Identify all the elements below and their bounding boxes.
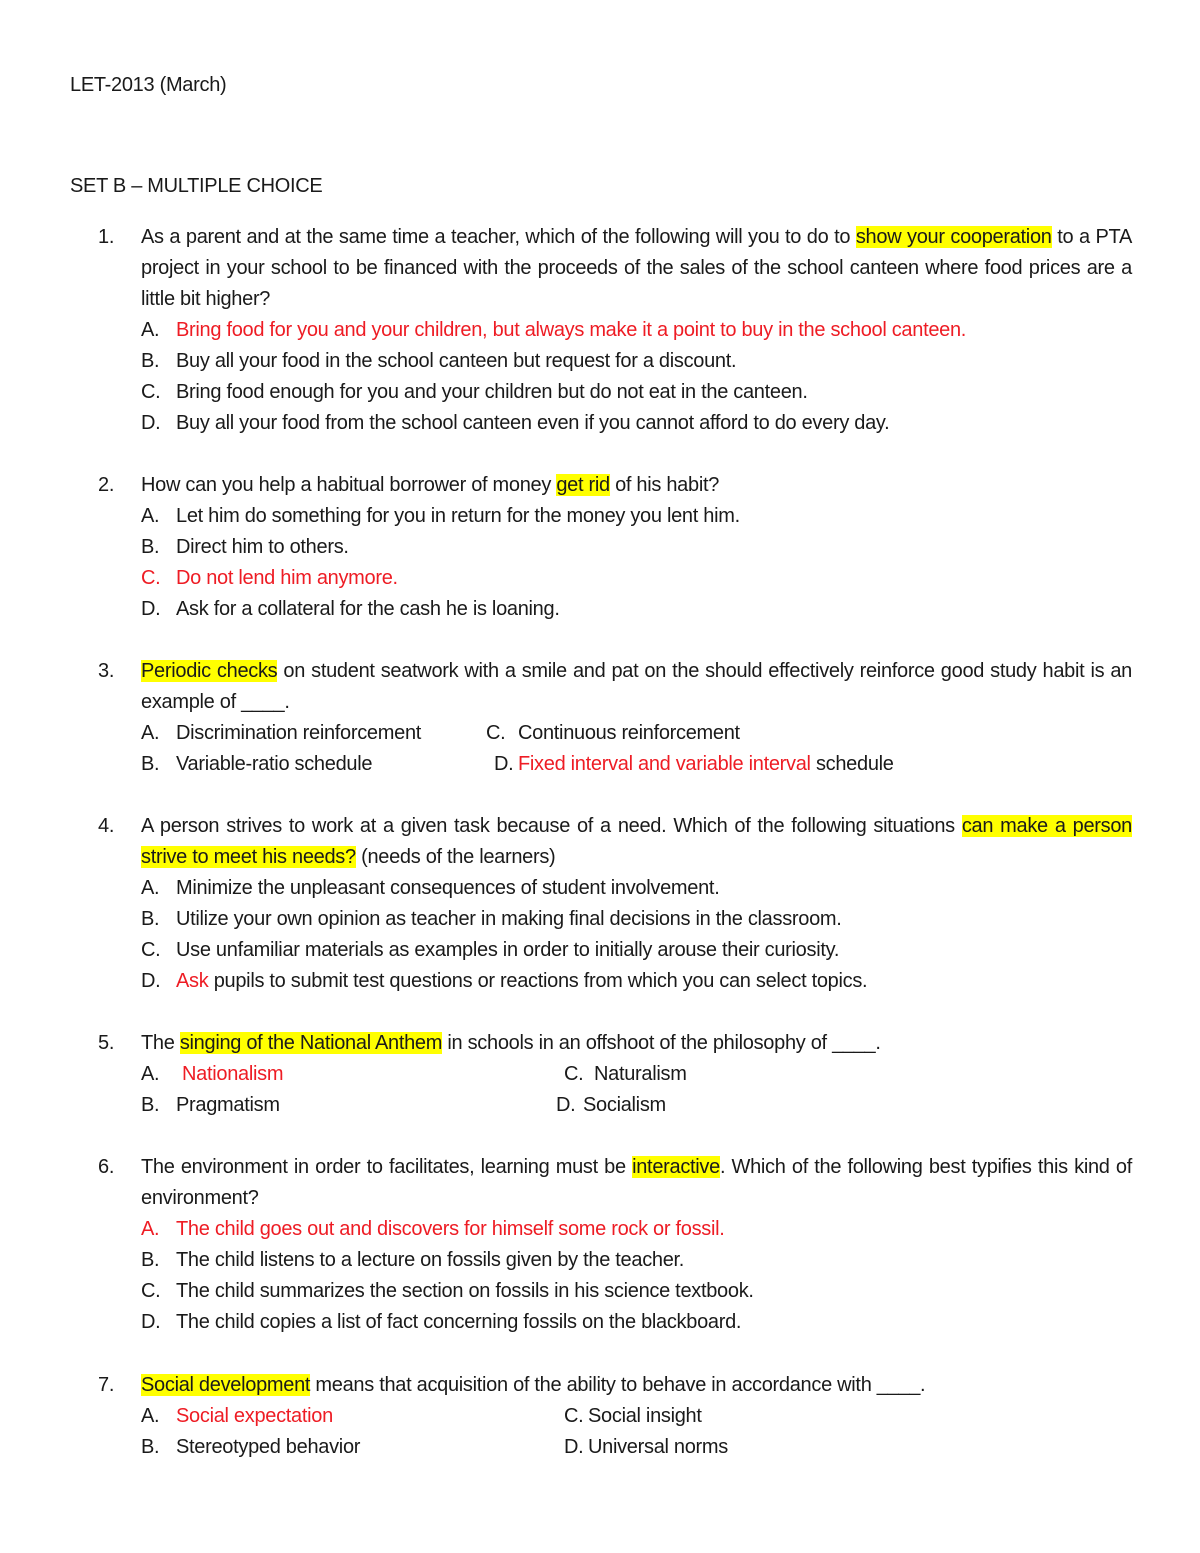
option-d: D. Ask for a collateral for the cash he is loaning. xyxy=(141,598,560,620)
option-c: C. The child summarizes the section on fossils in his science textbook. xyxy=(141,1280,754,1302)
option-row-2: B. Pragmatism D. Socialism xyxy=(141,1094,666,1116)
option-d: D. The child copies a list of fact concerning fossils on the blackboard. xyxy=(141,1311,742,1333)
option-a: A. Bring food for you and your children, but always make it a point to buy in the school canteen. xyxy=(70,315,1132,346)
highlight: Social development xyxy=(141,1374,311,1396)
option-c: C. Do not lend him anymore. xyxy=(70,563,1132,594)
highlight: can make a person strive to meet his needs? xyxy=(141,815,1132,868)
highlight: get rid xyxy=(556,474,610,496)
option-b: B. Direct him to others. xyxy=(141,536,349,558)
option-row-1: A. Discrimination reinforcement C. Continuous reinforcement xyxy=(141,722,740,744)
question-3 xyxy=(70,656,1132,780)
option-row-1: A. Nationalism C. Naturalism xyxy=(70,1059,1132,1090)
question-5 xyxy=(70,1028,1132,1121)
correct-answer: Ask xyxy=(176,970,209,992)
question-stem: How can you help a habitual borrower of money get rid of his habit? xyxy=(141,474,720,496)
question-number: 1. xyxy=(98,226,115,248)
option-d: D. Buy all your food from the school canteen even if you cannot afford to do every day. xyxy=(141,412,890,434)
question-stem: Social development means that acquisition of the ability to behave in accordance with ____. xyxy=(141,1374,926,1396)
option-d: D. Ask pupils to submit test questions or reactions from which you can select topics. xyxy=(141,970,868,992)
option-b: B. The child listens to a lecture on fossils given by the teacher. xyxy=(141,1249,685,1271)
question-number: 2. xyxy=(98,474,115,496)
highlight: Periodic checks xyxy=(141,660,278,682)
option-a: A. Let him do something for you in return for the money you lent him. xyxy=(141,505,740,527)
question-number: 5. xyxy=(98,1032,115,1054)
question-number: 6. xyxy=(98,1156,115,1178)
option-row-2: B. Variable-ratio schedule D. Fixed interval and variable interval schedule xyxy=(141,753,894,775)
option-b: B. Utilize your own opinion as teacher in making final decisions in the classroom. xyxy=(141,908,842,930)
option-c: C. Bring food enough for you and your children but do not eat in the canteen. xyxy=(141,381,808,403)
question-number: 3. xyxy=(98,660,115,682)
highlight: interactive xyxy=(632,1156,720,1178)
option-c: C. Use unfamiliar materials as examples in order to initially arouse their curiosity. xyxy=(141,939,840,961)
option-a: A. Minimize the unpleasant consequences of student involvement. xyxy=(141,877,720,899)
highlight: show your cooperation xyxy=(855,226,1052,248)
question-7 xyxy=(70,1370,1132,1463)
correct-answer: The child goes out and discovers for himself some rock or fossil. xyxy=(176,1218,725,1240)
option-row-1: A. Social expectation C. Social insight xyxy=(70,1401,1132,1432)
question-1 xyxy=(70,222,1132,439)
question-stem: A person strives to work at a given task because of a need. Which of the following situations can make a person strive to meet his needs? (needs of the learners) xyxy=(141,815,1132,868)
option-b: B. Buy all your food in the school canteen but request for a discount. xyxy=(141,350,737,372)
question-2 xyxy=(70,470,1132,625)
question-number: 4. xyxy=(98,815,115,837)
question-stem: Periodic checks on student seatwork with a smile and pat on the should effectively reinforce good study habit is an example of ____. xyxy=(141,660,1132,713)
highlight: singing of the National Anthem xyxy=(179,1032,443,1054)
question-4 xyxy=(70,811,1132,997)
option-a: A. The child goes out and discovers for himself some rock or fossil. xyxy=(70,1214,1132,1245)
question-stem: The singing of the National Anthem in schools in an offshoot of the philosophy of ____. xyxy=(141,1032,881,1054)
question-stem: The environment in order to facilitates, learning must be interactive. Which of the following best typifies this kind of environment? xyxy=(141,1156,1132,1209)
question-6 xyxy=(70,1152,1132,1338)
correct-answer: Do not lend him anymore. xyxy=(176,567,398,589)
question-number: 7. xyxy=(98,1374,115,1396)
question-stem: As a parent and at the same time a teacher, which of the following will you to do to show your cooperation to a PTA project in your school to be financed with the proceeds of the sales of the school canteen where food prices are a little bit higher? xyxy=(141,226,1133,310)
set-title: SET B – MULTIPLE CHOICE xyxy=(70,175,323,197)
correct-answer: Social expectation xyxy=(176,1405,333,1427)
correct-answer: Bring food for you and your children, but always make it a point to buy in the school canteen. xyxy=(176,319,967,341)
document-header: LET-2013 (March) xyxy=(70,74,227,96)
correct-answer: Fixed interval and variable interval xyxy=(518,753,811,775)
correct-answer: Nationalism xyxy=(182,1063,284,1085)
option-row-2: B. Stereotyped behavior D. Universal norms xyxy=(141,1436,728,1458)
